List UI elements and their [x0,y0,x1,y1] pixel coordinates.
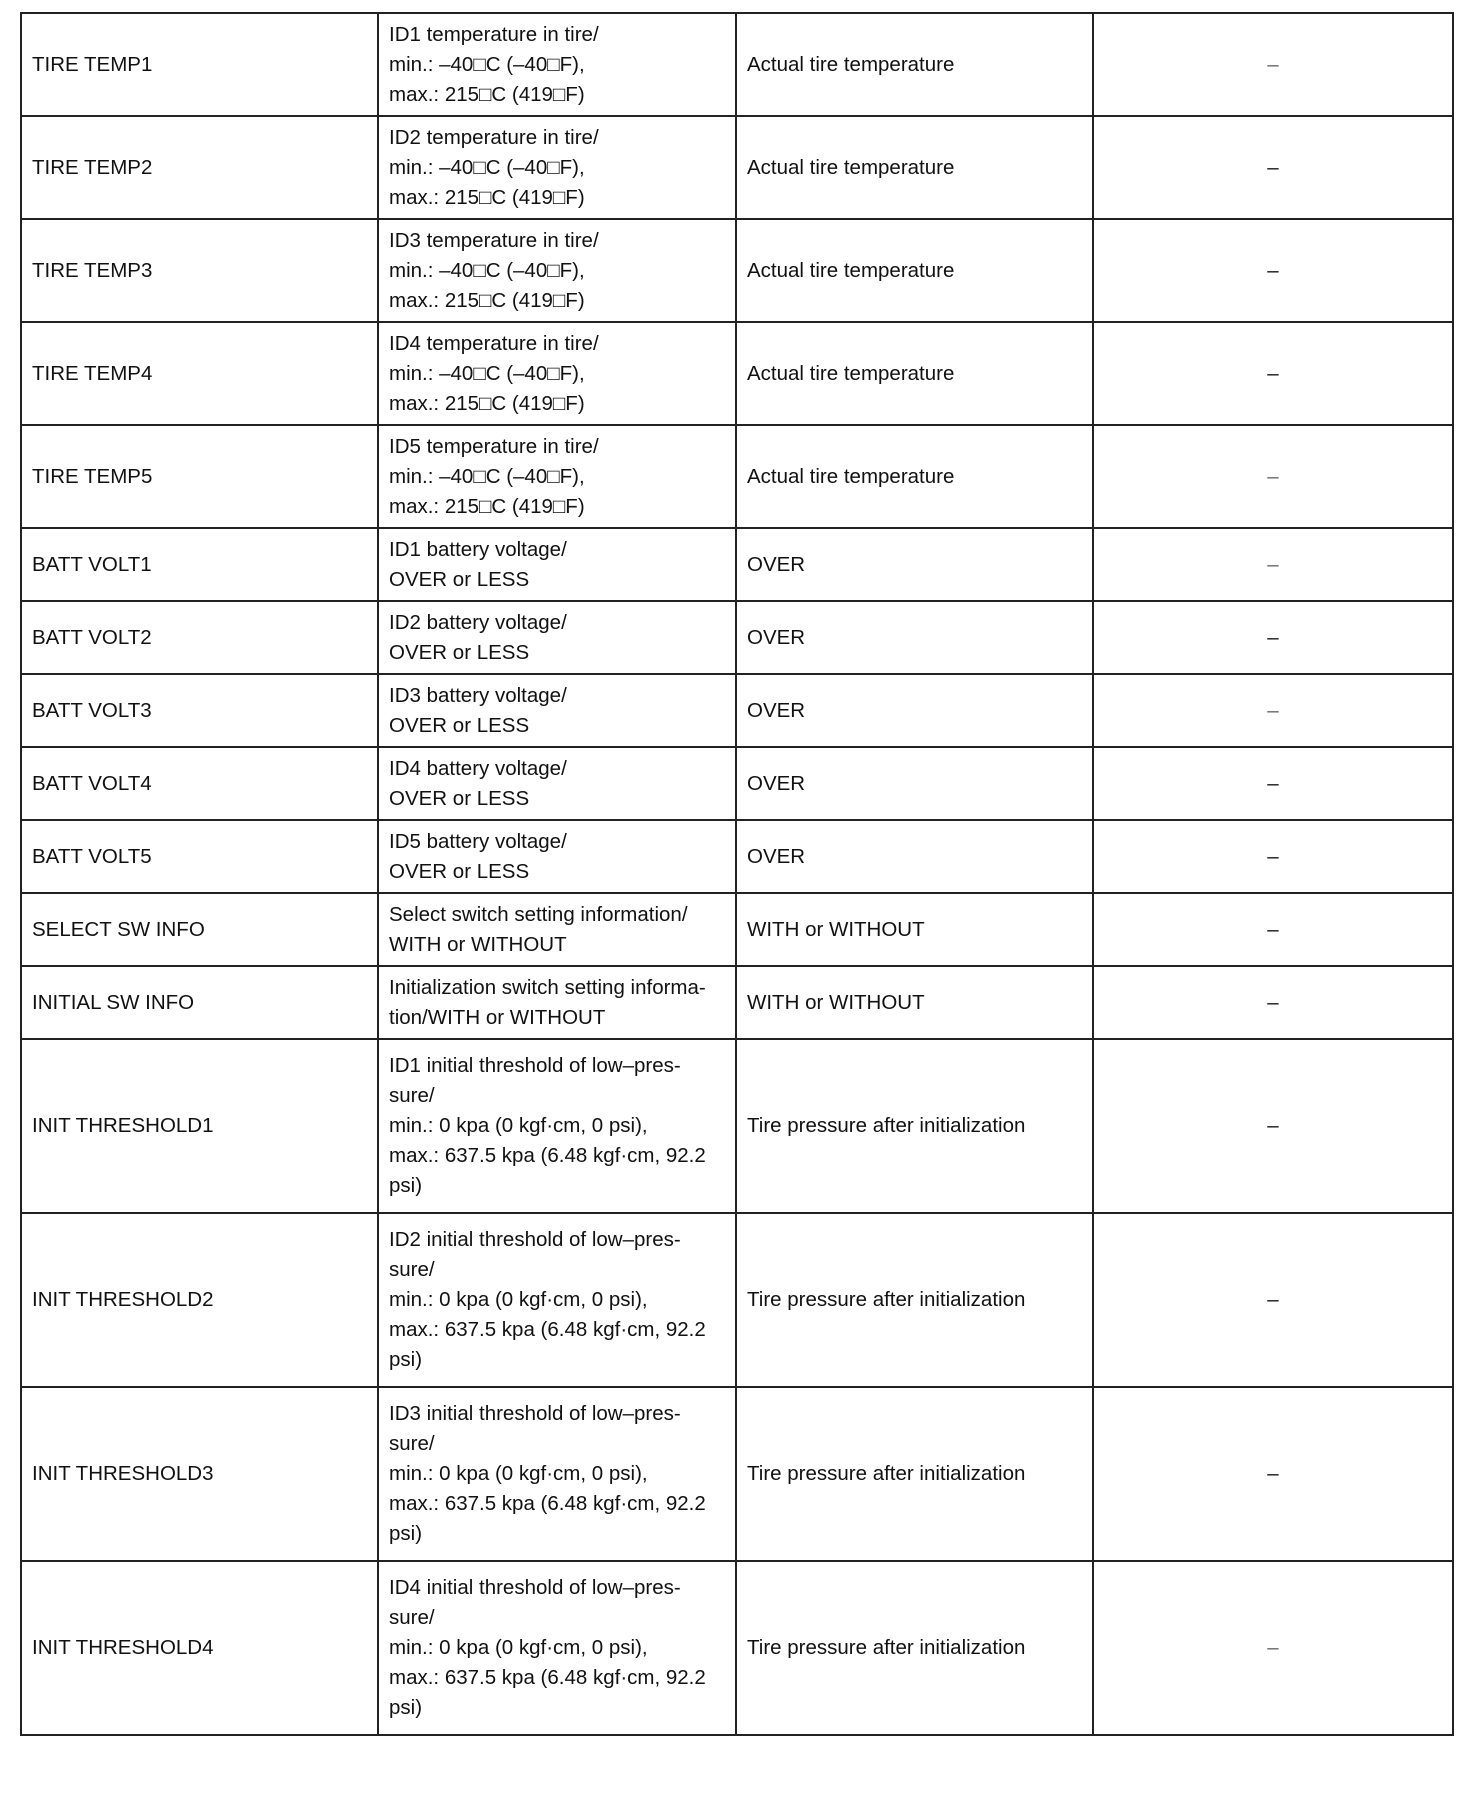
normal-condition-cell: Actual tire temperature [736,219,1093,322]
diagnostic-note-cell: – [1093,219,1453,322]
range-line: ID4 battery voltage/ [389,756,567,780]
item-cell: BATT VOLT3 [21,674,378,747]
diagnostic-note-cell: – [1093,674,1453,747]
range-cell [378,1213,736,1387]
range-line: ID4 initial threshold of low–pres- [389,1576,681,1599]
range-line: psi) [389,1174,423,1197]
range-cell [378,322,736,425]
range-line: ID1 battery voltage/ [389,537,567,561]
range-cell [378,601,736,674]
range-cell [378,820,736,893]
normal-condition-cell: Actual tire temperature [736,425,1093,528]
range-line: Select switch setting information/ [389,902,688,926]
item-cell: INITIAL SW INFO [21,966,378,1039]
table-row [21,1039,1453,1213]
range-line: Initialization switch setting informa- [389,975,706,999]
diagnostic-note-cell: – [1093,1039,1453,1213]
range-cell [378,219,736,322]
range-line: sure/ [389,1606,435,1629]
table-row [21,966,1453,1039]
diagnostic-note-cell: – [1093,13,1453,116]
range-line: OVER or LESS [389,567,530,591]
range-line: ID3 initial threshold of low–pres- [389,1402,681,1425]
diagnostic-note-cell: – [1093,425,1453,528]
range-line: max.: 215□C (419□F) [389,494,585,518]
range-line: OVER or LESS [389,859,530,883]
range-line: sure/ [389,1084,435,1107]
diagnostic-note-cell: – [1093,1387,1453,1561]
range-cell [378,893,736,966]
diagnostic-note-cell: – [1093,966,1453,1039]
range-cell [378,674,736,747]
normal-condition-cell: Tire pressure after initialization [736,1387,1093,1561]
range-line: max.: 215□C (419□F) [389,288,585,312]
table-row [21,820,1453,893]
table-row [21,1561,1453,1735]
range-line: WITH or WITHOUT [389,932,567,956]
normal-condition-cell: Tire pressure after initialization [736,1213,1093,1387]
normal-condition-cell: Actual tire temperature [736,116,1093,219]
diagnostic-note-cell: – [1093,893,1453,966]
table-row [21,601,1453,674]
item-cell: TIRE TEMP2 [21,116,378,219]
diagnostic-note-cell: – [1093,116,1453,219]
range-line: ID3 temperature in tire/ [389,228,599,252]
range-cell [378,425,736,528]
normal-condition-cell: OVER [736,674,1093,747]
diagnostic-note-cell: – [1093,747,1453,820]
range-line: ID1 initial threshold of low–pres- [389,1054,681,1077]
range-line: ID5 battery voltage/ [389,829,567,853]
normal-condition-cell: OVER [736,747,1093,820]
range-line: max.: 215□C (419□F) [389,82,585,106]
item-cell: BATT VOLT1 [21,528,378,601]
table-row [21,219,1453,322]
range-line: max.: 637.5 kpa (6.48 kgf·cm, 92.2 [389,1318,706,1341]
range-line: min.: 0 kpa (0 kgf·cm, 0 psi), [389,1288,648,1311]
range-line: max.: 215□C (419□F) [389,391,585,415]
range-line: min.: 0 kpa (0 kgf·cm, 0 psi), [389,1462,648,1485]
normal-condition-cell: OVER [736,820,1093,893]
range-line: max.: 637.5 kpa (6.48 kgf·cm, 92.2 [389,1666,706,1689]
item-cell: BATT VOLT5 [21,820,378,893]
table-row [21,1213,1453,1387]
range-line: min.: –40□C (–40□F), [389,361,585,385]
item-cell: TIRE TEMP1 [21,13,378,116]
item-cell: INIT THRESHOLD2 [21,1213,378,1387]
diagnostic-note-cell: – [1093,601,1453,674]
table-row [21,13,1453,116]
range-line: min.: –40□C (–40□F), [389,155,585,179]
range-line: ID3 battery voltage/ [389,683,567,707]
range-cell [378,966,736,1039]
item-cell: TIRE TEMP4 [21,322,378,425]
item-cell: SELECT SW INFO [21,893,378,966]
range-line: min.: –40□C (–40□F), [389,52,585,76]
item-cell: TIRE TEMP5 [21,425,378,528]
range-cell [378,13,736,116]
range-line: ID2 battery voltage/ [389,610,567,634]
item-cell: INIT THRESHOLD3 [21,1387,378,1561]
table-row [21,674,1453,747]
table-row [21,322,1453,425]
range-cell [378,528,736,601]
table-row [21,116,1453,219]
range-line: OVER or LESS [389,713,530,737]
table-row [21,425,1453,528]
diagnostic-note-cell: – [1093,820,1453,893]
range-cell [378,116,736,219]
range-line: ID4 temperature in tire/ [389,331,599,355]
range-line: tion/WITH or WITHOUT [389,1005,606,1029]
normal-condition-cell: OVER [736,601,1093,674]
range-line: ID5 temperature in tire/ [389,434,599,458]
table-row [21,893,1453,966]
item-cell: INIT THRESHOLD4 [21,1561,378,1735]
normal-condition-cell: Actual tire temperature [736,322,1093,425]
item-cell: BATT VOLT2 [21,601,378,674]
range-line: OVER or LESS [389,640,530,664]
range-cell [378,1387,736,1561]
normal-condition-cell: Tire pressure after initialization [736,1561,1093,1735]
range-line: ID2 initial threshold of low–pres- [389,1228,681,1251]
normal-condition-cell: OVER [736,528,1093,601]
item-cell: BATT VOLT4 [21,747,378,820]
normal-condition-cell: Tire pressure after initialization [736,1039,1093,1213]
diagnostic-note-cell: – [1093,1213,1453,1387]
range-line: psi) [389,1696,423,1719]
range-line: ID1 temperature in tire/ [389,22,599,46]
range-line: max.: 637.5 kpa (6.48 kgf·cm, 92.2 [389,1492,706,1515]
range-line: min.: –40□C (–40□F), [389,258,585,282]
range-line: psi) [389,1348,423,1371]
range-line: min.: 0 kpa (0 kgf·cm, 0 psi), [389,1636,648,1659]
range-cell [378,747,736,820]
range-cell [378,1039,736,1213]
range-line: OVER or LESS [389,786,530,810]
range-line: min.: 0 kpa (0 kgf·cm, 0 psi), [389,1114,648,1137]
range-line: max.: 637.5 kpa (6.48 kgf·cm, 92.2 [389,1144,706,1167]
item-cell: INIT THRESHOLD1 [21,1039,378,1213]
range-line: sure/ [389,1258,435,1281]
range-line: psi) [389,1522,423,1545]
table-row [21,747,1453,820]
range-line: ID2 temperature in tire/ [389,125,599,149]
normal-condition-cell: WITH or WITHOUT [736,893,1093,966]
normal-condition-cell: WITH or WITHOUT [736,966,1093,1039]
range-line: min.: –40□C (–40□F), [389,464,585,488]
table-row [21,528,1453,601]
diagnostic-note-cell: – [1093,528,1453,601]
table-row [21,1387,1453,1561]
diagnostic-note-cell: – [1093,1561,1453,1735]
data-list-table [20,12,1454,1736]
diagnostic-note-cell: – [1093,322,1453,425]
normal-condition-cell: Actual tire temperature [736,13,1093,116]
range-line: sure/ [389,1432,435,1455]
range-cell [378,1561,736,1735]
range-line: max.: 215□C (419□F) [389,185,585,209]
item-cell: TIRE TEMP3 [21,219,378,322]
